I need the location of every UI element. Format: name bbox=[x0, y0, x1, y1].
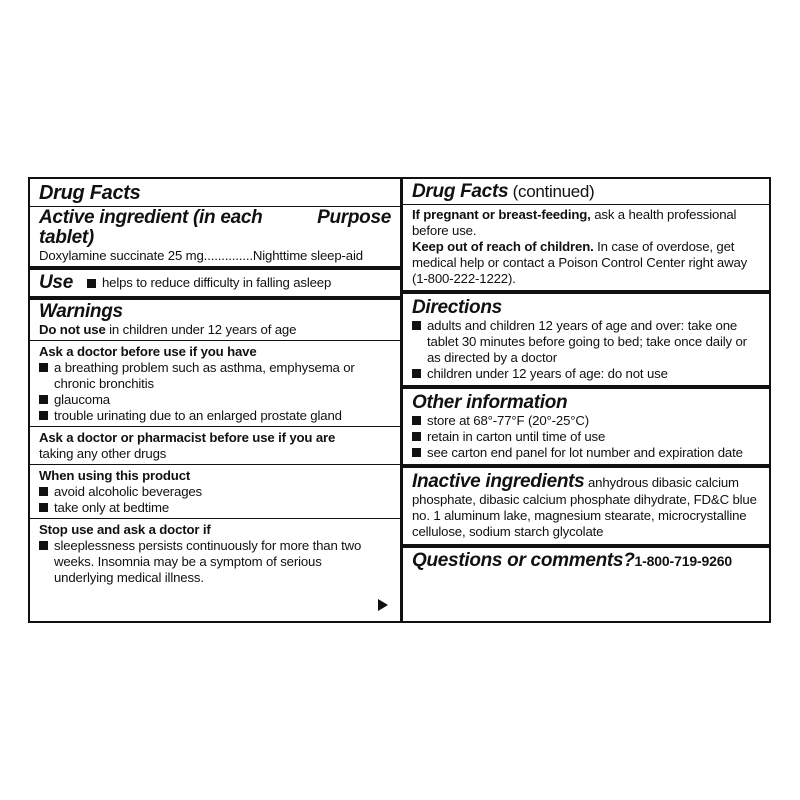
list-item bbox=[39, 538, 391, 586]
list-item bbox=[39, 392, 391, 408]
square-bullet-icon bbox=[39, 541, 48, 550]
ask-pharmacist-text: taking any other drugs bbox=[39, 446, 167, 461]
active-ingredient-section bbox=[30, 207, 400, 270]
square-bullet-icon bbox=[412, 432, 421, 441]
active-ingredient-heading: Active ingredient (in each tablet) bbox=[39, 207, 263, 248]
triangle-right-icon bbox=[378, 599, 388, 611]
inactive-ingredients-text bbox=[412, 472, 760, 540]
use-heading: Use bbox=[39, 272, 73, 293]
square-bullet-icon bbox=[87, 279, 96, 288]
ask-doctor-section bbox=[30, 341, 400, 427]
ingredient-line: Doxylamine succinate 25 mg..............Nighttime sleep-aid bbox=[39, 248, 363, 263]
directions-item: children under 12 years of age: do not use bbox=[427, 366, 668, 381]
keep-out-rest: In case of overdose, get medical help or contact a Poison Control Center right away (1-800-222-1222). bbox=[412, 239, 748, 286]
square-bullet-icon bbox=[39, 411, 48, 420]
stop-use-section bbox=[30, 519, 400, 621]
drug-facts-title-section bbox=[30, 179, 400, 207]
when-using-heading: When using this product bbox=[39, 468, 191, 483]
pregnancy-text bbox=[412, 207, 760, 239]
when-using-section bbox=[30, 465, 400, 519]
use-text: helps to reduce difficulty in falling asleep bbox=[101, 275, 332, 290]
square-bullet-icon bbox=[39, 363, 48, 372]
inactive-ingredients-list: anhydrous dibasic calcium phosphate, dibasic calcium phosphate dihydrate, FD&C blue no. 1 aluminum lake, magnesium stearate, microcrystalline cellulose, sodium starch glycolate bbox=[412, 475, 757, 539]
directions-heading: Directions bbox=[412, 297, 502, 318]
list-item bbox=[39, 360, 391, 392]
square-bullet-icon bbox=[412, 369, 421, 378]
square-bullet-icon bbox=[412, 416, 421, 425]
ask-pharmacist-heading: Ask a doctor or pharmacist before use if you are bbox=[39, 430, 336, 445]
ask-doctor-item: a breathing problem such as asthma, emphysema or chronic bronchitis bbox=[54, 360, 355, 391]
list-item bbox=[39, 408, 391, 424]
drug-facts-title: Drug Facts bbox=[39, 182, 141, 204]
square-bullet-icon bbox=[39, 503, 48, 512]
ask-doctor-heading: Ask a doctor before use if you have bbox=[39, 344, 257, 359]
drug-facts-title-right: Drug Facts bbox=[412, 181, 509, 202]
square-bullet-icon bbox=[412, 448, 421, 457]
keep-out-bold: Keep out of reach of children. bbox=[412, 239, 594, 254]
ask-doctor-item: trouble urinating due to an enlarged prostate gland bbox=[54, 408, 342, 423]
pregnancy-rest: ask a health professional before use. bbox=[412, 207, 737, 238]
other-information-item: store at 68°-77°F (20°-25°C) bbox=[427, 413, 590, 428]
do-not-use-rest: in children under 12 years of age bbox=[105, 322, 297, 337]
pregnancy-bold: If pregnant or breast-feeding, bbox=[412, 207, 591, 222]
keep-out-text bbox=[412, 239, 760, 287]
use-row bbox=[39, 273, 391, 293]
square-bullet-icon bbox=[39, 395, 48, 404]
when-using-item: take only at bedtime bbox=[54, 500, 170, 515]
other-information-section bbox=[403, 389, 769, 468]
square-bullet-icon bbox=[39, 487, 48, 496]
drug-facts-continued-title bbox=[412, 182, 760, 202]
inactive-ingredients-section bbox=[403, 468, 769, 548]
list-item bbox=[39, 500, 391, 516]
directions-section bbox=[403, 294, 769, 389]
pregnancy-section bbox=[403, 205, 769, 294]
questions-heading: Questions or comments? bbox=[412, 550, 635, 571]
list-item bbox=[412, 413, 760, 429]
questions-line bbox=[412, 551, 760, 571]
questions-phone: 1-800-719-9260 bbox=[634, 553, 733, 569]
active-ingredient-header-row bbox=[39, 208, 391, 248]
drug-facts-panel bbox=[28, 177, 771, 623]
other-information-item: see carton end panel for lot number and expiration date bbox=[427, 445, 743, 460]
list-item bbox=[412, 366, 760, 382]
list-item bbox=[412, 318, 760, 366]
stop-use-heading: Stop use and ask a doctor if bbox=[39, 522, 211, 537]
use-section bbox=[30, 270, 400, 300]
continued-suffix: (continued) bbox=[508, 182, 595, 201]
directions-item: adults and children 12 years of age and over: take one tablet 30 minutes before going to bed; take once daily or as directed by a doctor bbox=[427, 318, 747, 365]
do-not-use-line bbox=[39, 322, 391, 338]
list-item bbox=[412, 445, 760, 461]
warnings-section bbox=[30, 300, 400, 341]
list-item bbox=[412, 429, 760, 445]
drug-facts-continued-section bbox=[403, 179, 769, 205]
inactive-ingredients-heading: Inactive ingredients bbox=[412, 471, 585, 492]
questions-section bbox=[403, 548, 769, 621]
other-information-item: retain in carton until time of use bbox=[427, 429, 606, 444]
other-information-heading: Other information bbox=[412, 392, 568, 413]
right-column bbox=[403, 179, 769, 621]
purpose-heading: Purpose bbox=[317, 207, 391, 228]
left-column bbox=[30, 179, 403, 621]
list-item bbox=[39, 484, 391, 500]
when-using-item: avoid alcoholic beverages bbox=[54, 484, 203, 499]
ask-doctor-item: glaucoma bbox=[54, 392, 110, 407]
warnings-heading: Warnings bbox=[39, 301, 123, 322]
do-not-use-bold: Do not use bbox=[39, 322, 106, 337]
stop-use-item: sleeplessness persists continuously for more than two weeks. Insomnia may be a symptom of serious underlying medical illness. bbox=[54, 538, 362, 585]
ask-pharmacist-section bbox=[30, 427, 400, 465]
square-bullet-icon bbox=[412, 321, 421, 330]
